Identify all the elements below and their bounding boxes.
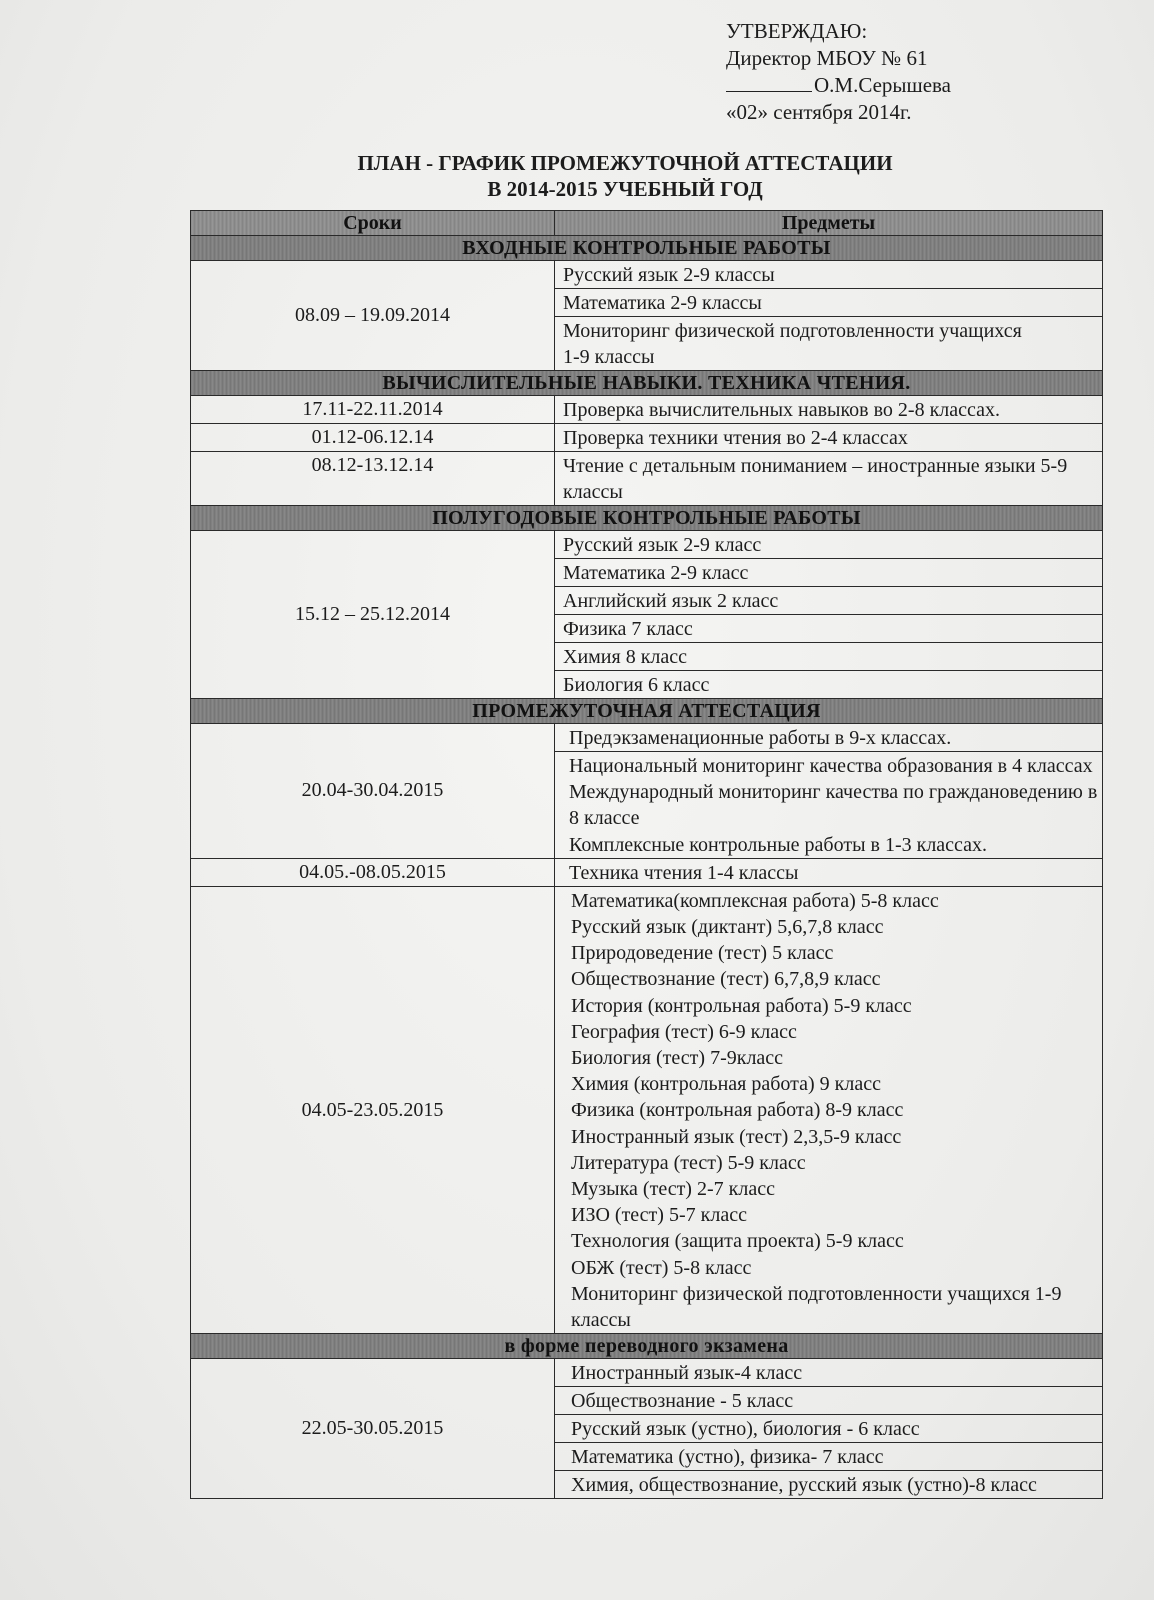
- list-item: Музыка (тест) 2-7 класс: [571, 1178, 775, 1201]
- subject-cell: Физика 7 класс: [555, 615, 1103, 643]
- subject-cell: Русский язык 2-9 классы: [555, 261, 1103, 289]
- list-item: Русский язык (диктант) 5,6,7,8 класс: [571, 916, 884, 939]
- list-item: Иностранный язык (тест) 2,3,5-9 класс: [571, 1125, 902, 1148]
- section-header: [191, 1334, 1103, 1359]
- list-item: Обществознание (тест) 6,7,8,9 класс: [571, 968, 881, 991]
- subject-cell: Математика (устно), физика- 7 класс: [555, 1443, 1103, 1471]
- subject-cell: Проверка вычислительных навыков во 2-8 классах.: [555, 396, 1103, 424]
- approval-block: [726, 18, 951, 126]
- list-item: Мониторинг физической подготовленности учащихся 1-9 классы: [571, 1282, 1062, 1332]
- list-item: Технология (защита проекта) 5-9 класс: [571, 1230, 904, 1253]
- date-cell: 04.05-23.05.2015: [191, 886, 555, 1333]
- list-item: Международный мониторинг качества по граждановедению в 8 классе: [569, 781, 1098, 830]
- section-title: ВЫЧИСЛИТЕЛЬНЫЕ НАВЫКИ. ТЕХНИКА ЧТЕНИЯ.: [191, 371, 1103, 396]
- table-row: [191, 886, 1103, 1333]
- subject-cell: Проверка техники чтения во 2-4 классах: [555, 424, 1103, 452]
- header-subjects: Предметы: [555, 211, 1103, 236]
- list-item: Физика (контрольная работа) 8-9 класс: [571, 1099, 904, 1122]
- subject-cell: Математика 2-9 класс: [555, 559, 1103, 587]
- document-title: ПЛАН - ГРАФИК ПРОМЕЖУТОЧНОЙ АТТЕСТАЦИИ: [357, 151, 893, 175]
- subject-cell: Чтение с детальным пониманием – иностранные языки 5-9 классы: [555, 452, 1103, 506]
- subject-cell: Предэкзаменационные работы в 9-х классах.: [555, 724, 1103, 752]
- subject-cell: Русский язык (устно), биология - 6 класс: [555, 1415, 1103, 1443]
- subject-cell: Иностранный язык-4 класс: [555, 1359, 1103, 1387]
- table-row: [191, 424, 1103, 452]
- approval-date: «02» сентября 2014г.: [726, 100, 912, 124]
- section-title: ВХОДНЫЕ КОНТРОЛЬНЫЕ РАБОТЫ: [191, 236, 1103, 261]
- subject-list-cell: [555, 886, 1103, 1333]
- table-row: [191, 531, 1103, 559]
- list-item: Литература (тест) 5-9 класс: [571, 1151, 806, 1174]
- table-row: [191, 452, 1103, 506]
- document-subtitle: В 2014-2015 УЧЕБНЫЙ ГОД: [487, 177, 763, 201]
- list-item: География (тест) 6-9 класс: [571, 1020, 797, 1043]
- list-item: История (контрольная работа) 5-9 класс: [571, 994, 912, 1017]
- list-item: Национальный мониторинг качества образования в 4 классах: [569, 755, 1093, 777]
- date-cell: 08.12-13.12.14: [191, 452, 555, 506]
- list-item: Природоведение (тест) 5 класс: [571, 942, 834, 965]
- schedule-table: [190, 210, 1103, 1499]
- date-cell: 08.09 – 19.09.2014: [191, 261, 555, 371]
- table-row: [191, 1359, 1103, 1387]
- list-item: ИЗО (тест) 5-7 класс: [571, 1204, 747, 1227]
- date-cell: 17.11-22.11.2014: [191, 396, 555, 424]
- subject-cell: Английский язык 2 класс: [555, 587, 1103, 615]
- subject-cell: Техника чтения 1-4 классы: [555, 858, 1103, 886]
- subject-cell: Математика 2-9 классы: [555, 289, 1103, 317]
- table-row: [191, 396, 1103, 424]
- subject-cell: Мониторинг физической подготовленности учащихся 1-9 классы: [555, 317, 1103, 371]
- table-row: [191, 724, 1103, 752]
- subject-cell: Химия 8 класс: [555, 643, 1103, 671]
- approval-signer: О.М.Серышева: [814, 73, 951, 97]
- list-item: Химия (контрольная работа) 9 класс: [571, 1073, 882, 1096]
- table-row: [191, 858, 1103, 886]
- date-cell: 01.12-06.12.14: [191, 424, 555, 452]
- subject-cell: Русский язык 2-9 класс: [555, 531, 1103, 559]
- approval-position: Директор МБОУ № 61: [726, 46, 928, 70]
- section-header: [191, 699, 1103, 724]
- date-cell: 04.05.-08.05.2015: [191, 858, 555, 886]
- list-item: Комплексные контрольные работы в 1-3 классах.: [569, 833, 988, 856]
- table-row: [191, 261, 1103, 289]
- signature-blank: [726, 73, 812, 92]
- subject-cell: Биология 6 класс: [555, 671, 1103, 699]
- date-cell: 15.12 – 25.12.2014: [191, 531, 555, 699]
- date-cell: 20.04-30.04.2015: [191, 724, 555, 859]
- section-title: ПРОМЕЖУТОЧНАЯ АТТЕСТАЦИЯ: [191, 699, 1103, 724]
- subject-cell: Химия, обществознание, русский язык (устно)-8 класс: [555, 1471, 1103, 1499]
- date-cell: 22.05-30.05.2015: [191, 1359, 555, 1499]
- section-header: [191, 236, 1103, 261]
- subject-cell: Обществознание - 5 класс: [555, 1387, 1103, 1415]
- list-item: Математика(комплексная работа) 5-8 класс: [571, 889, 939, 912]
- list-item: Биология (тест) 7-9класс: [571, 1047, 784, 1070]
- approval-signature-line: [726, 72, 951, 99]
- subject-list-cell: [555, 752, 1103, 859]
- table-header-row: [191, 211, 1103, 236]
- section-header: [191, 506, 1103, 531]
- section-title: в форме переводного экзамена: [191, 1334, 1103, 1359]
- approval-heading: УТВЕРЖДАЮ:: [726, 19, 868, 43]
- header-dates: Сроки: [191, 211, 555, 236]
- list-item: ОБЖ (тест) 5-8 класс: [571, 1256, 752, 1279]
- section-title: ПОЛУГОДОВЫЕ КОНТРОЛЬНЫЕ РАБОТЫ: [191, 506, 1103, 531]
- section-header: [191, 371, 1103, 396]
